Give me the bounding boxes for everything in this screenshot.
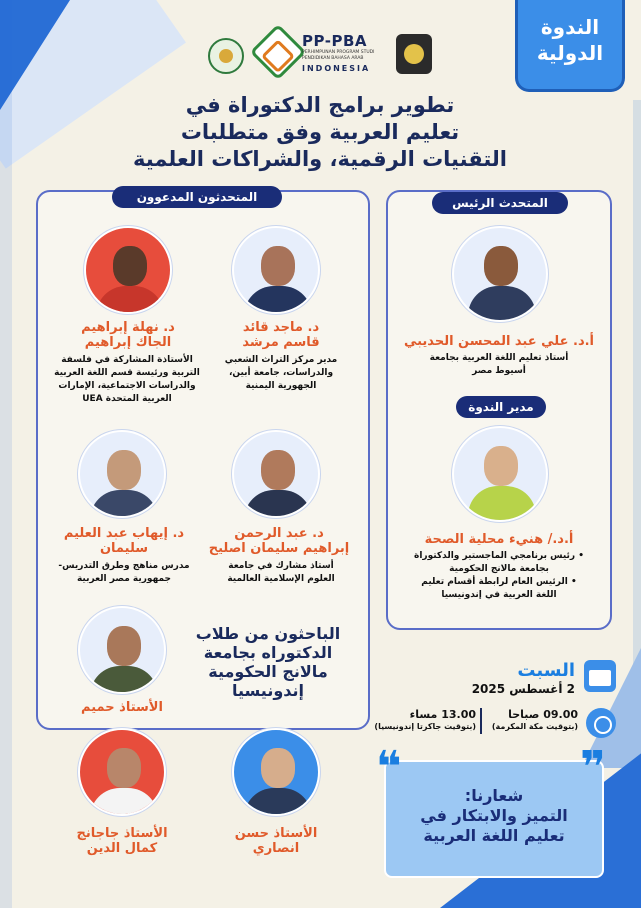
student-photo	[78, 728, 166, 816]
speaker-desc-line: مدرس مناهج وطرق التدريس-	[58, 561, 190, 571]
speaker-name	[44, 526, 204, 556]
keynote-label: المتحدث الرئيس	[432, 192, 568, 214]
speaker-desc-line: مدير مركز التراث الشعبي	[224, 355, 338, 365]
avatar-head	[484, 246, 518, 286]
avatar-head	[107, 748, 141, 788]
researchers-heading	[178, 624, 358, 700]
avatar-body	[90, 490, 158, 518]
avatar-head	[484, 446, 518, 486]
student-name	[46, 826, 198, 856]
avatar-head	[107, 626, 141, 666]
quote-close-icon: ❞	[580, 742, 606, 793]
slogan-line-1: شعارنا:	[464, 786, 524, 805]
speaker-photo	[78, 430, 166, 518]
speaker-name-line-2: سليمان	[99, 541, 149, 556]
speaker-name	[206, 320, 356, 350]
speaker-photo	[232, 226, 320, 314]
avatar-body	[96, 286, 164, 314]
student-name: الأستاذ حميم	[81, 700, 163, 715]
speaker-desc	[44, 354, 210, 406]
keynote-photo	[452, 226, 548, 322]
slogan-line-2: التميز والابتكار في	[420, 806, 568, 825]
slogan-line-3: تعليم اللغة العربية	[423, 826, 565, 845]
student-name	[206, 826, 346, 856]
avatar-body	[244, 286, 312, 314]
student-name-line-1: الأستاذ حسن	[234, 826, 318, 841]
speaker-desc-line: والدراسات، جامعة أبين،	[228, 368, 334, 378]
time-mecca-note: (بتوقيت مكة المكرمة)	[491, 722, 578, 731]
speaker-desc-line: أستاذ مشارك في جامعة	[228, 561, 334, 571]
time-divider	[480, 708, 482, 734]
avatar-body	[90, 788, 158, 816]
event-day: السبت	[517, 660, 575, 681]
avatar-head	[107, 450, 141, 490]
speaker-desc	[44, 560, 204, 586]
speaker-name	[48, 320, 208, 350]
speaker-photo	[232, 430, 320, 518]
student-photo	[232, 728, 320, 816]
speaker-desc-line: العربية المتحدة UEA	[82, 394, 172, 404]
student-name-line-1: الأستاذ جاجانج	[76, 826, 168, 841]
speaker-name-line-1: د. عبد الرحمن	[234, 526, 324, 541]
page-title	[120, 92, 520, 173]
moderator-name: أ.د./ هنيء محلية الصحة	[424, 532, 574, 547]
moderator-desc-line-3: • الرئيس العام لرابطة أقسام تعليم	[421, 577, 577, 587]
moderator-desc-line-4: اللغة العربية في إندونيسيا	[441, 590, 557, 600]
moderator-desc-line-2: بجامعة مالانج الحكومية	[449, 564, 549, 574]
avatar-head	[261, 748, 295, 788]
speaker-name-line-2: الجاك إبراهيم	[84, 335, 172, 350]
speaker-name-line-1: د. نهلة إبراهيم	[81, 320, 175, 335]
calendar-icon	[584, 660, 616, 692]
speaker-desc-line: التربية ورئيسة قسم اللغة العربية	[54, 368, 200, 378]
avatar-body	[90, 666, 158, 694]
student-name-line-2: كمال الدين	[86, 841, 158, 856]
speaker-desc-line: جمهورية مصر العربية	[76, 574, 172, 584]
keynote-desc-line-1: أستاذ تعليم اللغة العربية بجامعة	[429, 353, 569, 363]
university-seal-icon	[208, 38, 244, 74]
speaker-desc	[206, 560, 356, 586]
avatar-body	[468, 486, 536, 522]
moderator-desc	[396, 550, 602, 602]
background-edge	[0, 0, 12, 908]
speaker-desc-line: الجهورية اليمنية	[245, 381, 317, 391]
event-date: 2 أغسطس 2025	[471, 682, 575, 696]
title-line-1: تطوير برامج الدكتوراة في	[185, 93, 455, 117]
moderator-photo	[452, 426, 548, 522]
moderator-desc-line-1: • رئيس برنامجي الماجستير والدكتوراة	[414, 551, 584, 561]
badge-line-2: الدولية	[536, 41, 604, 65]
researchers-line-2: الدكتوراه بجامعة	[203, 643, 333, 662]
avatar-body	[244, 788, 312, 816]
time-jakarta: 13.00 مساء	[409, 708, 476, 721]
speaker-name-line-1: د. إيهاب عبد العليم	[63, 526, 185, 541]
student-photo	[78, 606, 166, 694]
title-line-3: التقنيات الرقمية، والشراكات العلمية	[133, 147, 507, 171]
researchers-line-1: الباحثون من طلاب	[195, 624, 341, 643]
speaker-name	[196, 526, 362, 556]
speaker-desc-line: الأستاذة المشاركة في فلسفة	[61, 355, 193, 365]
researchers-line-3: مالانج الحكومية	[208, 662, 328, 681]
student-name-line-2: انصاري	[252, 841, 300, 856]
researchers-line-4: إندونيسيا	[231, 681, 305, 700]
speaker-desc-line: العلوم الإسلامية العالمية	[227, 574, 335, 584]
badge-line-1: الندوة	[540, 15, 600, 39]
speaker-name-line-1: د. ماجد قائد	[242, 320, 320, 335]
time-jakarta-note: (بتوقيت جاكرتا إندونيسيا)	[374, 722, 476, 731]
pp-pba-logo-icon	[250, 24, 307, 81]
speaker-name-line-2: إبراهيم سليمان اصليح	[208, 541, 350, 556]
avatar-head	[261, 246, 295, 286]
keynote-desc-line-2: أسيوط مصر	[472, 366, 526, 376]
speaker-desc-line: والدراسات الاجتماعية، الإمارات	[58, 381, 196, 391]
pp-pba-country: INDONESIA	[302, 64, 371, 73]
speaker-name-line-2: قاسم مرشد	[242, 335, 320, 350]
avatar-head	[113, 246, 147, 286]
moderator-label: مدير الندوة	[456, 396, 546, 418]
seminar-badge	[515, 0, 625, 92]
pp-pba-title: PP-PBA	[302, 32, 367, 50]
avatar-body	[244, 490, 312, 518]
time-mecca: 09.00 صباحا	[508, 708, 578, 721]
pp-pba-subtitle: PERHIMPUNAN PROGRAM STUDI PENDIDIKAN BAHASA ARAB	[302, 50, 375, 61]
avatar-head	[261, 450, 295, 490]
quote-open-icon: ❝	[376, 742, 402, 793]
university-crest-icon	[396, 34, 432, 74]
invited-speakers-label: المتحدثون المدعوون	[112, 186, 282, 208]
keynote-desc	[392, 352, 606, 378]
speaker-photo	[84, 226, 172, 314]
slogan-text	[390, 786, 598, 846]
title-line-2: تعليم العربية وفق متطلبات	[180, 120, 460, 144]
keynote-name: أ.د. علي عبد المحسن الحديبي	[403, 334, 595, 349]
speaker-desc	[206, 354, 356, 393]
avatar-body	[468, 286, 536, 322]
clock-icon	[586, 708, 616, 738]
pp-pba-wordmark	[302, 32, 390, 73]
